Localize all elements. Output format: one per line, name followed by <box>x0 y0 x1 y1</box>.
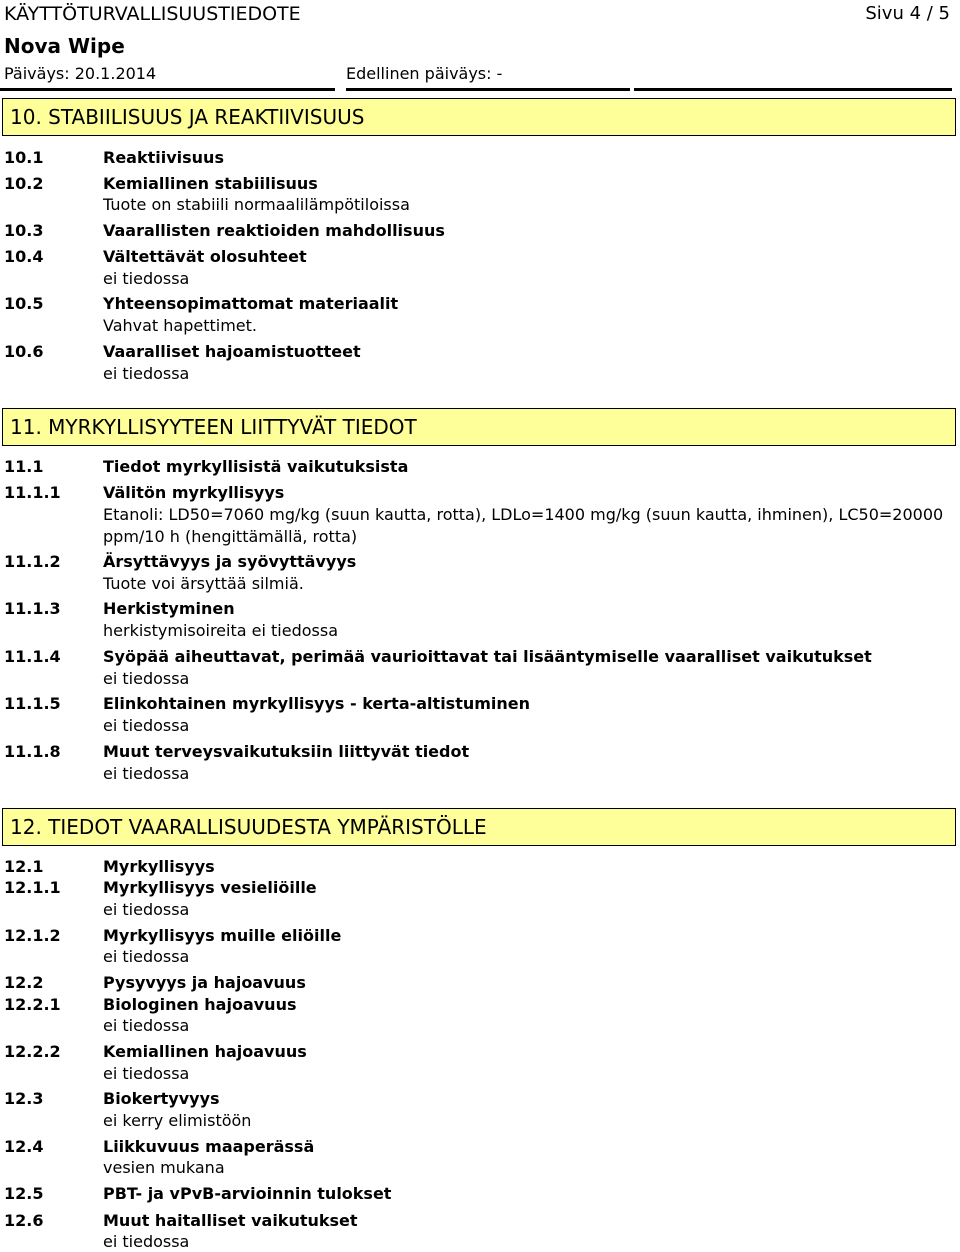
item-text: ei tiedossa <box>103 900 190 919</box>
item-number: 12.1 <box>4 857 44 876</box>
item-text: ei tiedossa <box>103 669 190 688</box>
item-number: 12.2.2 <box>4 1042 61 1061</box>
item-number: 12.2 <box>4 973 44 992</box>
item-number: 11.1.2 <box>4 552 61 571</box>
item-text: ei tiedossa <box>103 269 190 288</box>
item-number: 11.1.1 <box>4 483 61 502</box>
item-text: Tuote voi ärsyttää silmiä. <box>103 574 304 593</box>
item-title: Elinkohtainen myrkyllisyys - kerta-altistuminen <box>103 694 531 713</box>
item-number: 10.5 <box>4 294 44 313</box>
item-number: 11.1.4 <box>4 647 61 666</box>
document-date: Päiväys: 20.1.2014 <box>4 64 157 83</box>
item-text: ei tiedossa <box>103 716 190 735</box>
item-title: Kemiallinen stabiilisuus <box>103 174 318 193</box>
item-number: 12.3 <box>4 1089 44 1108</box>
page-number: Sivu 4 / 5 <box>865 3 950 24</box>
item-title: Tiedot myrkyllisistä vaikutuksista <box>103 457 409 476</box>
header-rule-left <box>0 88 335 91</box>
item-title: Syöpää aiheuttavat, perimää vaurioittavat tai lisääntymiselle vaaralliset vaikutukset <box>103 647 872 666</box>
item-number: 12.5 <box>4 1184 44 1203</box>
item-number: 11.1.8 <box>4 742 61 761</box>
item-title: Ärsyttävyys ja syövyttävyys <box>103 552 357 571</box>
item-text: Vahvat hapettimet. <box>103 316 258 335</box>
item-text: ei tiedossa <box>103 1232 190 1251</box>
section-10-heading: 10. STABIILISUUS JA REAKTIIVISUUS <box>2 98 956 136</box>
item-number: 10.6 <box>4 342 44 361</box>
item-title: Reaktiivisuus <box>103 148 224 167</box>
item-title: Muut haitalliset vaikutukset <box>103 1211 358 1230</box>
header-rule-middle <box>346 88 630 91</box>
item-text: herkistymisoireita ei tiedossa <box>103 621 338 640</box>
item-text: Etanoli: LD50=7060 mg/kg (suun kautta, rotta), LDLo=1400 mg/kg (suun kautta, ihminen), LC50=20000 ppm/10 h (hengittämällä, rotta) <box>103 505 944 546</box>
item-title: Välitön myrkyllisyys <box>103 483 285 502</box>
item-number: 11.1 <box>4 457 44 476</box>
item-title: Myrkyllisyys vesieliöille <box>103 878 317 897</box>
item-title: Liikkuvuus maaperässä <box>103 1137 315 1156</box>
item-number: 12.1.2 <box>4 926 61 945</box>
item-text: ei kerry elimistöön <box>103 1111 252 1130</box>
item-title: Yhteensopimattomat materiaalit <box>103 294 399 313</box>
section-11-heading: 11. MYRKYLLISYYTEEN LIITTYVÄT TIEDOT <box>2 408 956 446</box>
item-number: 10.2 <box>4 174 44 193</box>
item-title: Myrkyllisyys <box>103 857 215 876</box>
item-title: Pysyvyys ja hajoavuus <box>103 973 306 992</box>
header-rule-right <box>634 88 952 91</box>
item-title: Kemiallinen hajoavuus <box>103 1042 307 1061</box>
section-12-heading: 12. TIEDOT VAARALLISUUDESTA YMPÄRISTÖLLE <box>2 808 956 846</box>
item-text: ei tiedossa <box>103 764 190 783</box>
item-text: Tuote on stabiili normaalilämpötiloissa <box>103 195 410 214</box>
item-text: ei tiedossa <box>103 364 190 383</box>
item-title: Vaaralliset hajoamistuotteet <box>103 342 361 361</box>
item-title: PBT- ja vPvB-arvioinnin tulokset <box>103 1184 392 1203</box>
previous-date: Edellinen päiväys: - <box>346 64 503 83</box>
item-title: Biokertyvyys <box>103 1089 220 1108</box>
item-text: vesien mukana <box>103 1158 225 1177</box>
item-text: ei tiedossa <box>103 1064 190 1083</box>
item-number: 11.1.5 <box>4 694 61 713</box>
item-title: Biologinen hajoavuus <box>103 995 297 1014</box>
item-title: Herkistyminen <box>103 599 235 618</box>
document-title: KÄYTTÖTURVALLISUUSTIEDOTE <box>4 3 301 25</box>
item-title: Myrkyllisyys muille eliöille <box>103 926 342 945</box>
item-number: 11.1.3 <box>4 599 61 618</box>
item-number: 10.3 <box>4 221 44 240</box>
item-number: 10.4 <box>4 247 44 266</box>
item-text: ei tiedossa <box>103 1016 190 1035</box>
item-number: 10.1 <box>4 148 44 167</box>
item-number: 12.2.1 <box>4 995 61 1014</box>
item-text: ei tiedossa <box>103 947 190 966</box>
item-number: 12.1.1 <box>4 878 61 897</box>
item-title: Vaarallisten reaktioiden mahdollisuus <box>103 221 445 240</box>
product-name: Nova Wipe <box>4 34 125 58</box>
item-number: 12.4 <box>4 1137 44 1156</box>
item-number: 12.6 <box>4 1211 44 1230</box>
item-title: Vältettävät olosuhteet <box>103 247 307 266</box>
item-title: Muut terveysvaikutuksiin liittyvät tiedot <box>103 742 470 761</box>
